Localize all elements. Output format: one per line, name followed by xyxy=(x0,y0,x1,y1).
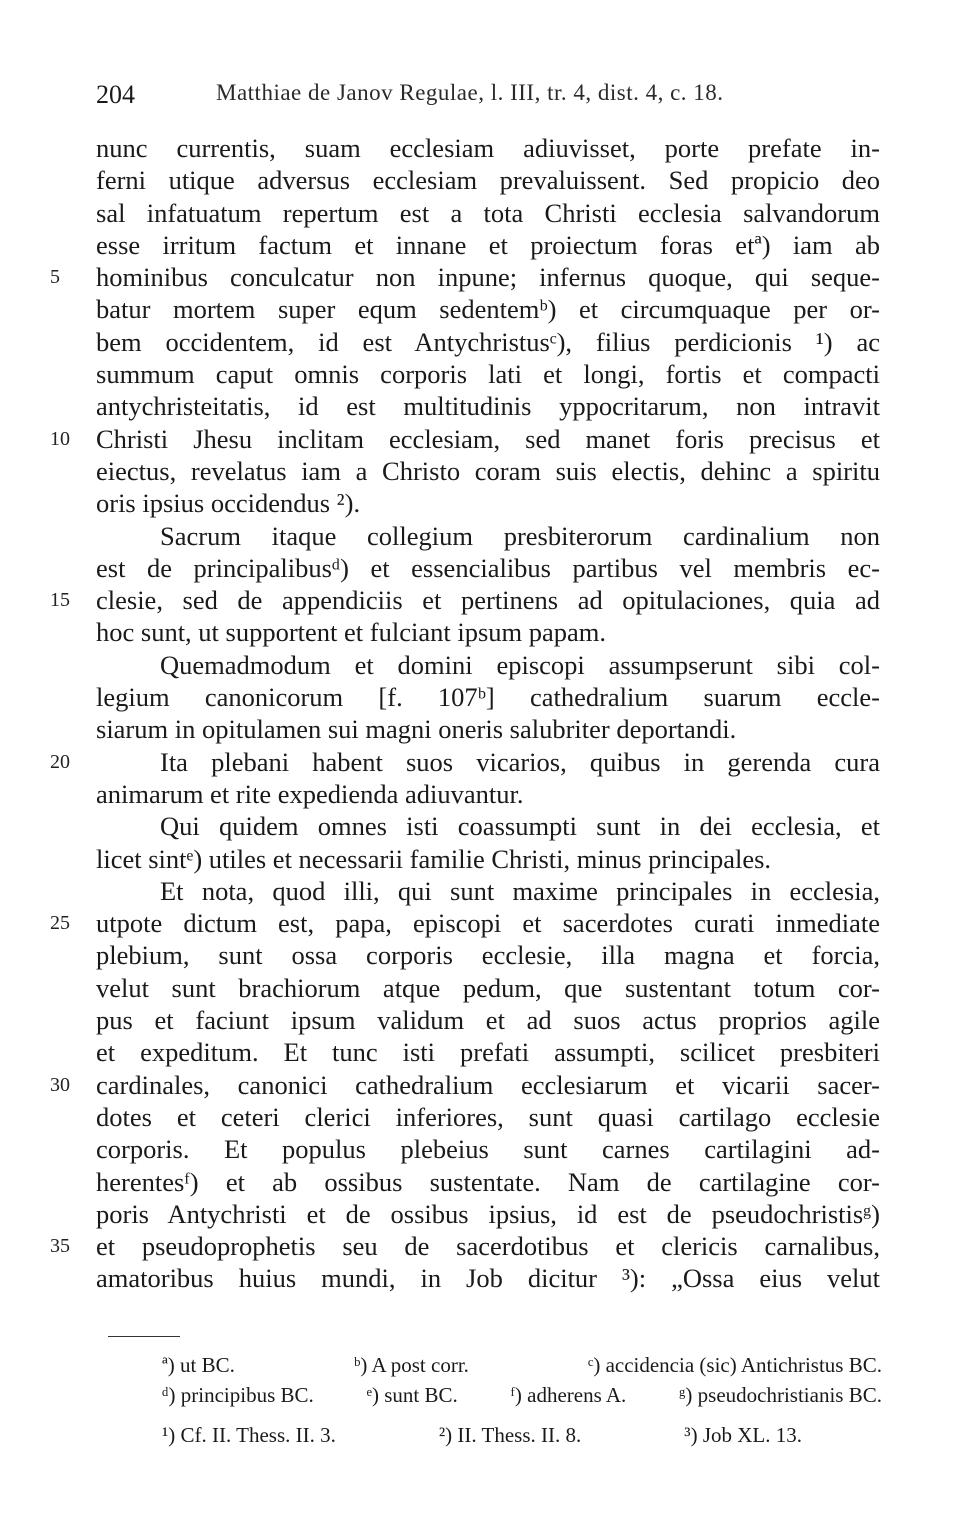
line-number: 10 xyxy=(50,427,70,450)
line-text: clesie, sed de appendiciis et pertinens ad opitulaciones, quia ad xyxy=(96,585,880,616)
text-line xyxy=(96,390,880,422)
line-text: ferni utique adversus ecclesiam prevaluissent. Sed propicio deo xyxy=(96,165,880,196)
text-line xyxy=(96,293,880,325)
text-line xyxy=(96,616,880,648)
text-line xyxy=(96,520,880,552)
line-text: bem occidentem, id est Antychristusᶜ), filius perdicionis ¹) ac xyxy=(96,326,880,357)
line-text: herentesᶠ) et ab ossibus sustentate. Nam de cartilagine cor- xyxy=(96,1166,880,1197)
text-line xyxy=(96,1101,880,1133)
apparatus-note: ᵍ) pseudochristianis BC. xyxy=(679,1383,882,1407)
line-text: Et nota, quod illi, qui sunt maxime principales in ecclesia, xyxy=(160,875,880,906)
text-line xyxy=(96,681,880,713)
line-text: batur mortem super equm sedentemᵇ) et circumquaque per or- xyxy=(96,294,880,325)
footnote-rule xyxy=(108,1336,180,1337)
text-line xyxy=(96,778,880,810)
line-text: Sacrum itaque collegium presbiterorum cardinalium non xyxy=(160,520,880,551)
line-text: Ita plebani habent suos vicarios, quibus in gerenda cura xyxy=(160,746,880,777)
apparatus-note: ᵇ) A post corr. xyxy=(353,1353,469,1377)
critical-apparatus xyxy=(162,1350,882,1410)
line-number: 25 xyxy=(50,912,70,935)
text-line xyxy=(50,423,880,455)
apparatus-note: ª) ut BC. xyxy=(162,1353,235,1377)
text-line xyxy=(50,261,880,293)
main-text xyxy=(50,132,880,1295)
text-line xyxy=(96,487,880,519)
text-line xyxy=(96,358,880,390)
text-line xyxy=(96,875,880,907)
running-head: Matthiae de Janov Regulae, l. III, tr. 4, dist. 4, c. 18. xyxy=(216,80,724,105)
text-line xyxy=(96,1262,880,1294)
text-line xyxy=(96,1166,880,1198)
apparatus-note: ᵈ) principibus BC. xyxy=(162,1383,314,1407)
text-line xyxy=(96,164,880,196)
text-line xyxy=(50,746,880,778)
line-text: amatoribus huius mundi, in Job dicitur ³): „Ossa eius velut xyxy=(96,1263,880,1294)
line-text: hominibus conculcatur non inpune; infernus quoque, qui seque- xyxy=(96,262,880,293)
line-number: 30 xyxy=(50,1073,70,1096)
text-line xyxy=(96,1036,880,1068)
line-text: eiectus, revelatus iam a Christo coram suis electis, dehinc a spiritu xyxy=(96,455,880,486)
line-text: velut sunt brachiorum atque pedum, que sustentant totum cor- xyxy=(96,972,880,1003)
line-text: Christi Jhesu inclitam ecclesiam, sed manet foris precisus et xyxy=(96,423,880,454)
line-text: legium canonicorum [f. 107ᵇ] cathedralium suarum eccle- xyxy=(96,682,880,713)
line-text: Quemadmodum et domini episcopi assumpserunt sibi col- xyxy=(160,649,880,680)
line-text: poris Antychristi et de ossibus ipsius, id est de pseudochristisᵍ) xyxy=(96,1198,880,1229)
line-text: sal infatuatum repertum est a tota Christi ecclesia salvandorum xyxy=(96,197,880,228)
text-line xyxy=(96,843,880,875)
line-number: 5 xyxy=(50,266,60,289)
apparatus-note: ᶜ) accidencia (sic) Antichristus BC. xyxy=(587,1353,882,1377)
apparatus-note: ᶠ) adherens A. xyxy=(510,1383,627,1407)
text-line xyxy=(96,1004,880,1036)
line-text: plebium, sunt ossa corporis ecclesie, illa magna et forcia, xyxy=(96,940,880,971)
reference-note: ²) II. Thess. II. 8. xyxy=(438,1423,582,1447)
apparatus-row xyxy=(162,1380,882,1410)
line-text: nunc currentis, suam ecclesiam adiuvisset, porte prefate in- xyxy=(96,133,880,163)
reference-row xyxy=(162,1420,802,1450)
text-line xyxy=(96,552,880,584)
text-line xyxy=(96,972,880,1004)
text-line xyxy=(96,649,880,681)
line-text: antychristeitatis, id est multitudinis yppocritarum, non intravit xyxy=(96,391,880,422)
text-line xyxy=(50,1069,880,1101)
line-text: utpote dictum est, papa, episcopi et sacerdotes curati inmediate xyxy=(96,908,880,939)
line-text: oris ipsius occidendus ²). xyxy=(96,488,361,519)
line-text: summum caput omnis corporis lati et longi, fortis et compacti xyxy=(96,359,880,390)
line-text: Qui quidem omnes isti coassumpti sunt in dei ecclesia, et xyxy=(160,811,880,842)
text-line xyxy=(96,1133,880,1165)
line-text: esse irritum factum et innane et proiectum foras etª) iam ab xyxy=(96,229,880,260)
line-number: 35 xyxy=(50,1235,70,1258)
page-header xyxy=(96,78,886,114)
reference-note: ³) Job XL. 13. xyxy=(684,1423,802,1447)
line-text: hoc sunt, ut supportent et fulciant ipsum papam. xyxy=(96,617,607,648)
text-line xyxy=(96,455,880,487)
line-number: 15 xyxy=(50,589,70,612)
text-line xyxy=(96,939,880,971)
line-text: et pseudoprophetis seu de sacerdotibus et clericis carnalibus, xyxy=(96,1231,880,1262)
text-line xyxy=(50,1230,880,1262)
line-text: dotes et ceteri clerici inferiores, sunt quasi cartilago ecclesie xyxy=(96,1101,880,1132)
text-line xyxy=(96,713,880,745)
apparatus-note: ᵉ) sunt BC. xyxy=(366,1383,458,1407)
text-line xyxy=(96,197,880,229)
source-references xyxy=(162,1420,802,1450)
text-line xyxy=(50,907,880,939)
line-text: animarum et rite expedienda adiuvantur. xyxy=(96,778,524,809)
line-text: corporis. Et populus plebeius sunt carnes cartilagini ad- xyxy=(96,1134,880,1165)
line-text: pus et faciunt ipsum validum et ad suos actus proprios agile xyxy=(96,1005,880,1036)
line-number: 20 xyxy=(50,750,70,773)
line-text: et expeditum. Et tunc isti prefati assumpti, scilicet presbiteri xyxy=(96,1037,880,1068)
text-line xyxy=(96,132,880,164)
text-line xyxy=(96,810,880,842)
line-text: licet sintᵉ) utiles et necessarii familie Christi, minus principales. xyxy=(96,843,772,874)
page-number: 204 xyxy=(96,80,135,109)
line-text: est de principalibusᵈ) et essencialibus partibus vel membris ec- xyxy=(96,552,880,583)
text-line xyxy=(50,584,880,616)
reference-note: ¹) Cf. II. Thess. II. 3. xyxy=(162,1423,336,1447)
text-line xyxy=(96,326,880,358)
text-line xyxy=(96,1198,880,1230)
apparatus-row xyxy=(162,1350,882,1380)
text-line xyxy=(96,229,880,261)
line-text: siarum in opitulamen sui magni oneris salubriter deportandi. xyxy=(96,714,737,745)
line-text: cardinales, canonici cathedralium ecclesiarum et vicarii sacer- xyxy=(96,1069,880,1100)
